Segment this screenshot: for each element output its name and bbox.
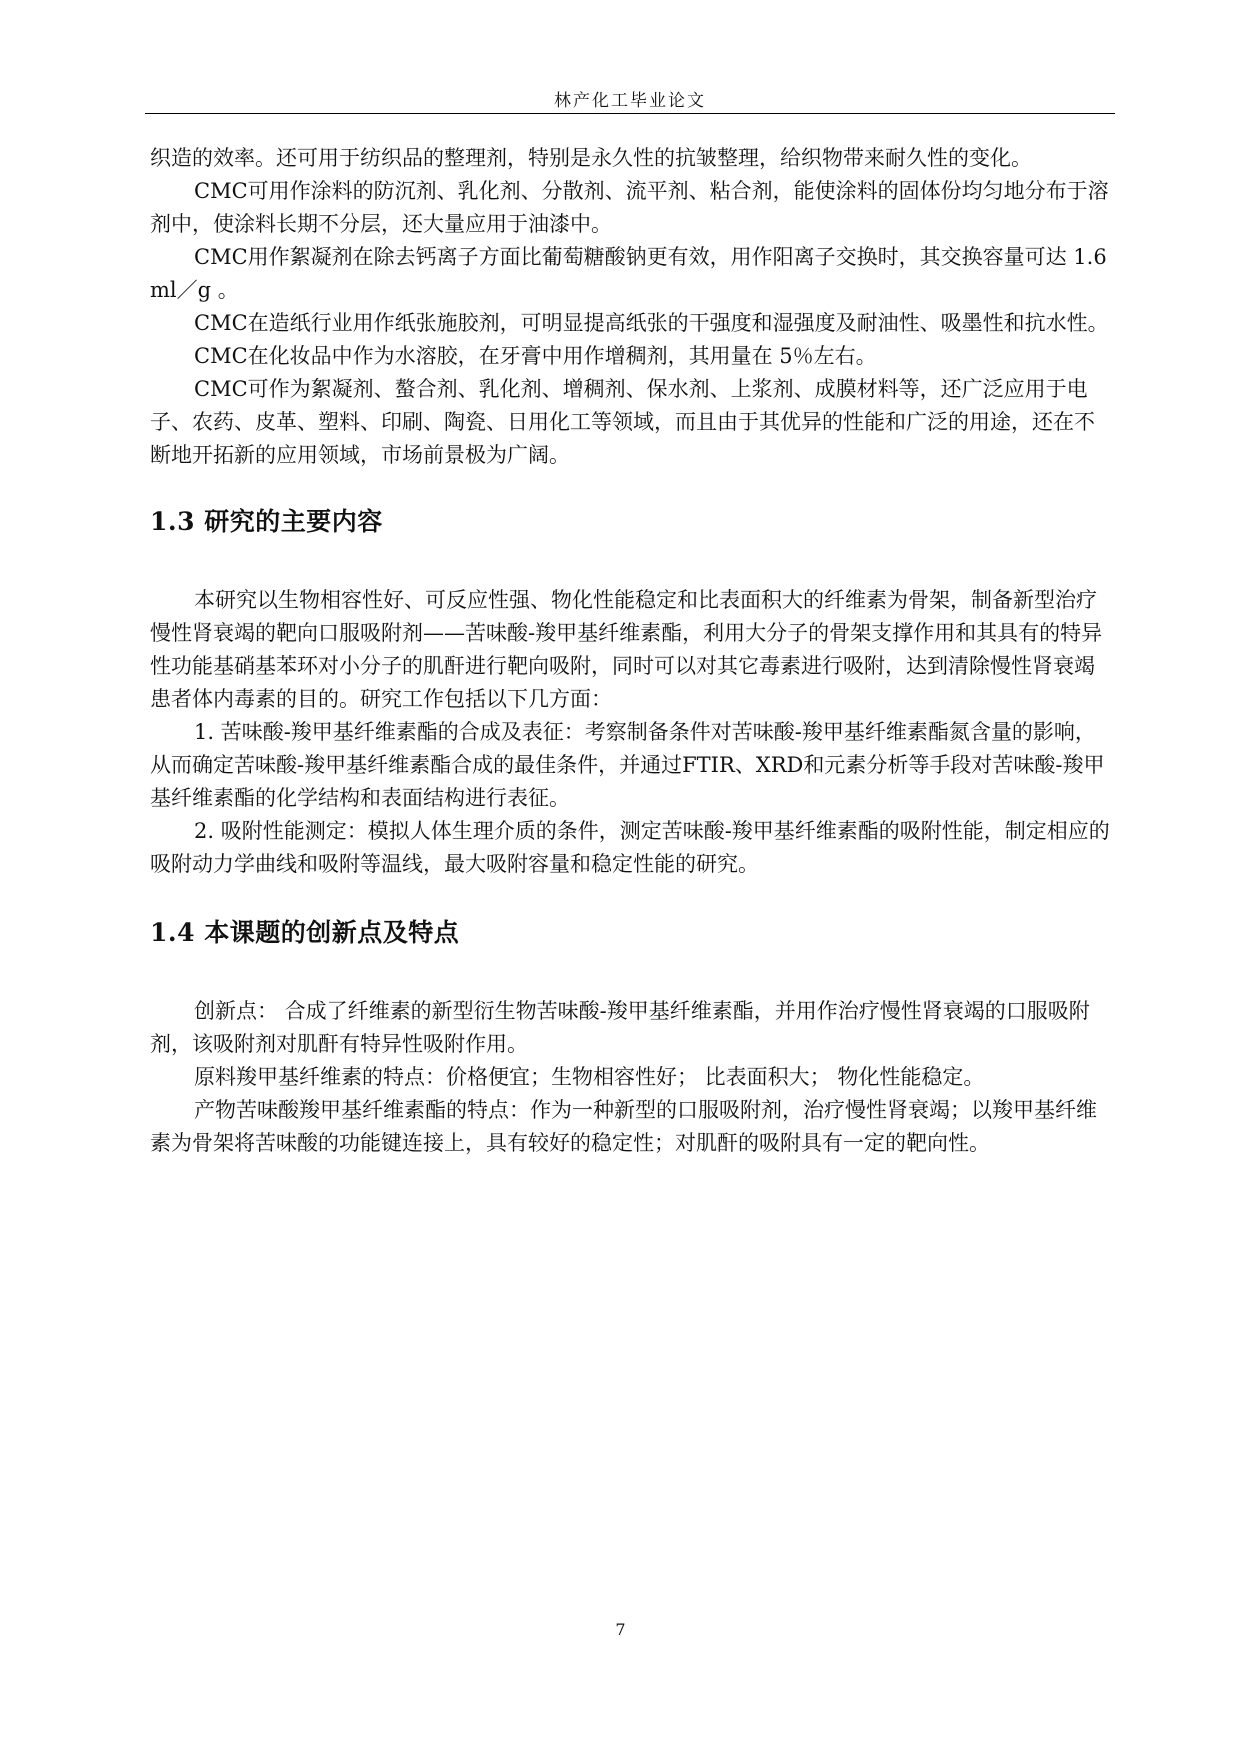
list-item: 2. 吸附性能测定：模拟人体生理介质的条件，测定苦味酸-羧甲基纤维素酯的吸附性能，制定相应的吸附动力学曲线和吸附等温线，最大吸附容量和稳定性能的研究。 (150, 819, 1110, 876)
running-header: 林产化工毕业论文 (554, 91, 706, 111)
paragraph: CMC可用作涂料的防沉剂、乳化剂、分散剂、流平剂、粘合剂，能使涂料的固体份均匀地分布于溶剂中，使涂料长期不分层，还大量应用于油漆中。 (150, 179, 1109, 236)
paragraph: CMC用作絮凝剂在除去钙离子方面比葡萄糖酸钠更有效，用作阳离子交换时，其交换容量可达 1.6 ml／g 。 (150, 245, 1107, 302)
paragraph: 产物苦味酸羧甲基纤维素酯的特点：作为一种新型的口服吸附剂，治疗慢性肾衰竭；以羧甲基纤维素为骨架将苦味酸的功能键连接上，具有较好的稳定性；对肌酐的吸附具有一定的靶向性。 (150, 1098, 1097, 1155)
paragraph: 创新点： 合成了纤维素的新型衍生物苦味酸-羧甲基纤维素酯，并用作治疗慢性肾衰竭的口服吸附剂，该吸附剂对肌酐有特异性吸附作用。 (150, 999, 1090, 1056)
paragraph: CMC在造纸行业用作纸张施胶剂，可明显提高纸张的干强度和湿强度及耐油性、吸墨性和抗水性。 (194, 311, 1109, 335)
page-body (150, 142, 1115, 1160)
paragraph: CMC可作为絮凝剂、螯合剂、乳化剂、增稠剂、保水剂、上浆剂、成膜材料等，还广泛应用于电子、农药、皮革、塑料、印刷、陶瓷、日用化工等领域，而且由于其优异的性能和广泛的用途，还在不断地开拓新的应用领域，市场前景极为广阔。 (150, 377, 1095, 467)
page-number: 7 (615, 1620, 626, 1639)
list-item: 1. 苦味酸-羧甲基纤维素酯的合成及表征：考察制备条件对苦味酸-羧甲基纤维素酯氮含量的影响，从而确定苦味酸-羧甲基纤维素酯合成的最佳条件，并通过FTIR、XRD和元素分析等手段对苦味酸-羧甲基纤维素酯的化学结构和表面结构进行表征。 (150, 720, 1105, 810)
paragraph: 原料羧甲基纤维素的特点：价格便宜；生物相容性好； 比表面积大； 物化性能稳定。 (194, 1065, 985, 1089)
header-rule (145, 113, 1115, 114)
section-heading-1-3: 1.3 研究的主要内容 (150, 507, 383, 536)
section-heading-1-4: 1.4 本课题的创新点及特点 (150, 918, 460, 947)
paragraph: 织造的效率。还可用于纺织品的整理剂，特别是永久性的抗皱整理，给织物带来耐久性的变化。 (150, 146, 1032, 170)
paragraph: CMC在化妆品中作为水溶胶，在牙膏中用作增稠剂，其用量在 5％左右。 (194, 344, 877, 368)
paragraph: 本研究以生物相容性好、可反应性强、物化性能稳定和比表面积大的纤维素为骨架，制备新型治疗慢性肾衰竭的靶向口服吸附剂——苦味酸-羧甲基纤维素酯，利用大分子的骨架支撑作用和其具有的特异性功能基硝基苯环对小分子的肌酐进行靶向吸附，同时可以对其它毒素进行吸附，达到清除慢性肾衰竭患者体内毒素的目的。研究工作包括以下几方面： (150, 588, 1103, 711)
